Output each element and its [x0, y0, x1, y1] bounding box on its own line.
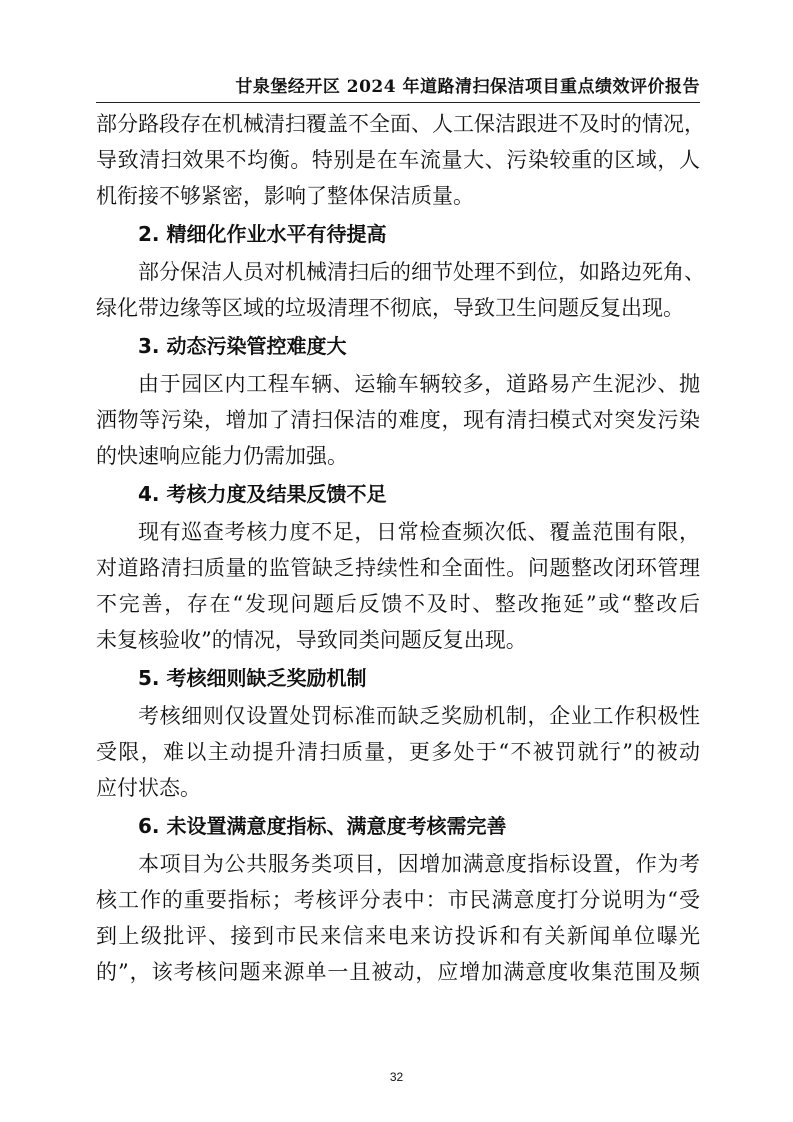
paragraph-line: 未复核验收”的情况，导致同类问题反复出现。 — [96, 628, 527, 652]
section-heading-2: 2. 精细化作业水平有待提高 — [138, 222, 387, 246]
paragraph-line: 绿化带边缘等区域的垃圾清理不彻底，导致卫生问题反复出现。 — [96, 296, 684, 320]
section-heading-3: 3. 动态污染管控难度大 — [138, 334, 347, 358]
paragraph-line: 本项目为公共服务类项目，因增加满意度指标设置，作为考 — [138, 852, 700, 876]
paragraph-line: 的”，该考核问题来源单一且被动，应增加满意度收集范围及频 — [96, 960, 700, 984]
paragraph-line: 受限，难以主动提升清扫质量，更多处于“不被罚就行”的被动 — [96, 740, 700, 764]
section-heading-6: 6. 未设置满意度指标、满意度考核需完善 — [138, 814, 507, 838]
document-body — [96, 106, 705, 990]
paragraph-line: 部分路段存在机械清扫覆盖不全面、人工保洁跟进不及时的情况， — [96, 112, 705, 136]
paragraph-line: 由于园区内工程车辆、运输车辆较多，道路易产生泥沙、抛 — [138, 372, 700, 396]
paragraph-line: 核工作的重要指标；考核评分表中：市民满意度打分说明为“受 — [96, 888, 700, 912]
paragraph-line: 对道路清扫质量的监管缺乏持续性和全面性。问题整改闭环管理 — [96, 556, 700, 580]
paragraph-line: 洒物等污染，增加了清扫保洁的难度，现有清扫模式对突发污染 — [96, 408, 700, 432]
page-header: 甘泉堡经开区 2024 年道路清扫保洁项目重点绩效评价报告 — [235, 77, 700, 97]
paragraph-line: 不完善，存在“发现问题后反馈不及时、整改拖延”或“整改后 — [96, 592, 700, 616]
paragraph-line: 现有巡查考核力度不足，日常检查频次低、覆盖范围有限， — [138, 520, 700, 544]
page-number: 32 — [389, 1070, 404, 1084]
paragraph-line: 到上级批评、接到市民来信来电来访投诉和有关新闻单位曝光 — [96, 924, 700, 948]
paragraph-line: 机衔接不够紧密，影响了整体保洁质量。 — [96, 184, 474, 208]
section-heading-5: 5. 考核细则缺乏奖励机制 — [138, 666, 367, 690]
paragraph-line: 的快速响应能力仍需加强。 — [96, 444, 348, 468]
section-heading-4: 4. 考核力度及结果反馈不足 — [138, 482, 387, 506]
paragraph-line: 应付状态。 — [96, 776, 201, 800]
paragraph-line: 部分保洁人员对机械清扫后的细节处理不到位，如路边死角、 — [138, 260, 705, 284]
header-rule — [96, 102, 700, 103]
paragraph-line: 考核细则仅设置处罚标准而缺乏奖励机制，企业工作积极性 — [138, 704, 700, 728]
paragraph-line: 导致清扫效果不均衡。特别是在车流量大、污染较重的区域，人 — [96, 148, 700, 172]
